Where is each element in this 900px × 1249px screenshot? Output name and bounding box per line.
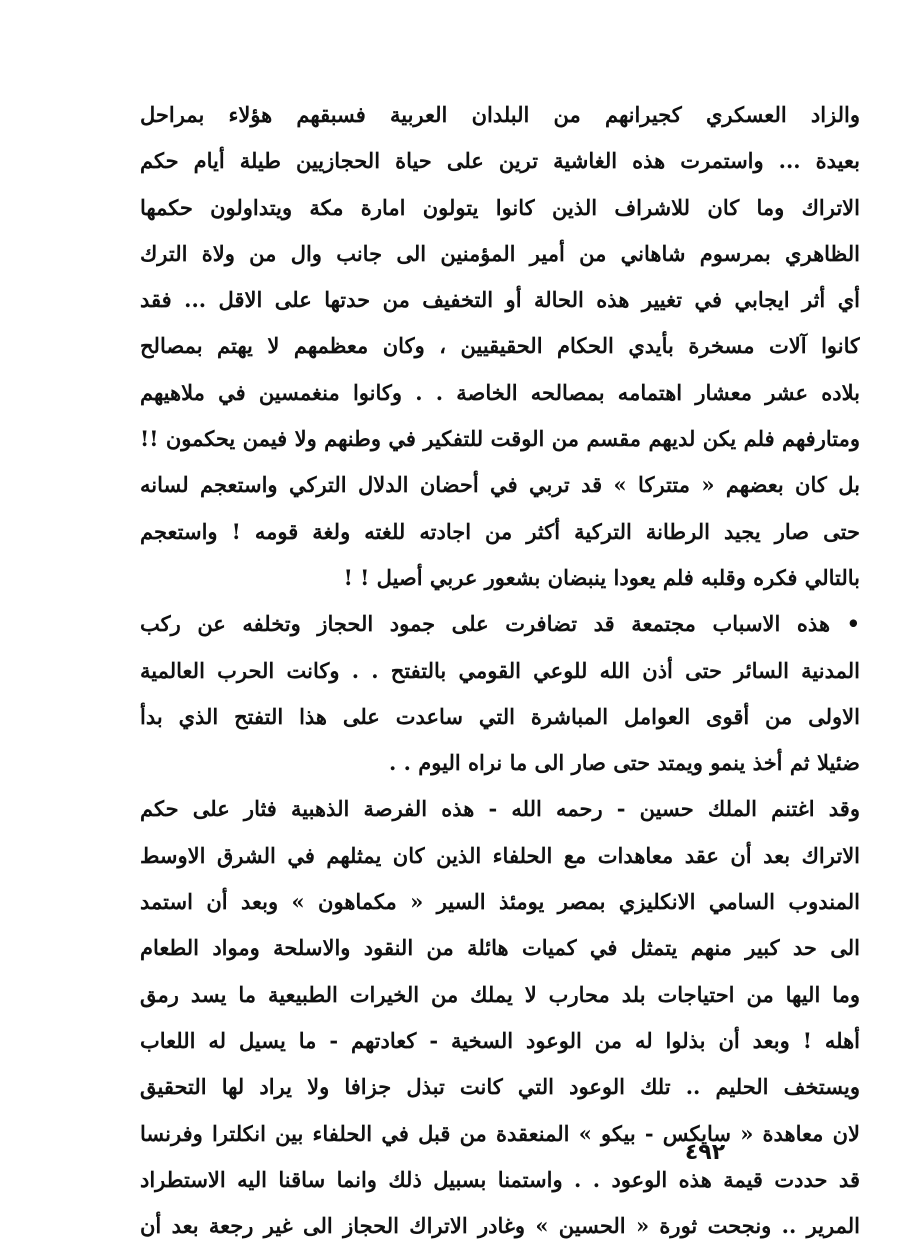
paragraph-end-line: بالتالي فكره وقلبه فلم يعودا ينبضان بشعور عربي أصيل ! ! xyxy=(343,564,860,590)
body-text xyxy=(140,92,860,1249)
text-line: أهله ! وبعد أن بذلوا له من الوعود السخية - كعادتهم - ما يسيل له اللعاب xyxy=(140,1027,860,1053)
paragraph-end-line: ضئيلا ثم أخذ ينمو ويمتد حتى صار الى ما نراه اليوم . . xyxy=(389,750,860,776)
text-line: والزاد العسكري كجيرانهم من البلدان العربية فسبقهم هؤلاء بمراحل xyxy=(140,102,860,127)
text-line: كانوا آلات مسخرة بأيدي الحكام الحقيقيين ، وكان معظمهم لا يهتم بمصالح xyxy=(140,333,860,359)
text-line: أي أثر ايجابي في تغيير هذه الحالة أو التخفيف من حدتها على الاقل ... فقد xyxy=(140,287,860,313)
text-line: لان معاهدة « سايكس - بيكو » المنعقدة من قبل في الحلفاء بين انكلترا وفرنسا xyxy=(140,1120,860,1146)
text-line: قد حددت قيمة هذه الوعود . . واستمنا بسبيل ذلك وانما ساقنا اليه الاستطراد xyxy=(140,1166,860,1192)
text-line: وما اليها من احتياجات بلد محارب لا يملك من الخيرات الطبيعية ما يسد رمق xyxy=(140,981,860,1007)
text-line: وقد اغتنم الملك حسين - رحمه الله - هذه الفرصة الذهبية فثار على حكم xyxy=(140,796,860,822)
text-line: ويستخف الحليم .. تلك الوعود التي كانت تبذل جزافا ولا يراد لها التحقيق xyxy=(140,1074,860,1100)
text-line: بعيدة ... واستمرت هذه الغاشية ترين على حياة الحجازيين طيلة أيام حكم xyxy=(140,148,860,174)
text-line: الاولى من أقوى العوامل المباشرة التي ساعدت على هذا التفتح الذي بدأ xyxy=(140,703,860,729)
text-line: الاتراك بعد أن عقد معاهدات مع الحلفاء الذين كان يمثلهم في الشرق الاوسط xyxy=(140,842,860,868)
text-line: المرير .. ونجحت ثورة « الحسين » وغادر الاتراك الحجاز الى غير رجعة بعد أن xyxy=(140,1213,860,1239)
page-number: ٤٩٢ xyxy=(684,1140,726,1165)
text-line: ومتارفهم فلم يكن لديهم مقسم من الوقت للتفكير في وطنهم ولا فيمن يحكمون !! xyxy=(140,426,860,452)
text-line: المندوب السامي الانكليزي بمصر يومئذ السير « مكماهون » وبعد أن استمد xyxy=(140,889,860,915)
text-line: المدنية السائر حتى أذن الله للوعي القومي بالتفتح . . وكانت الحرب العالمية xyxy=(140,657,860,683)
text-line: • هذه الاسباب مجتمعة قد تضافرت على جمود الحجاز وتخلفه عن ركب xyxy=(140,611,860,637)
text-line: الاتراك وما كان للاشراف الذين كانوا يتولون امارة مكة ويتداولون حكمها xyxy=(140,194,860,220)
text-line: حتى صار يجيد الرطانة التركية أكثر من اجادته للغته ولغة قومه ! واستعجم xyxy=(140,518,860,544)
text-line: الى حد كبير منهم يتمثل في كميات هائلة من النقود والاسلحة ومواد الطعام xyxy=(140,935,860,961)
text-line: بل كان بعضهم « متتركا » قد تربي في أحضان الدلال التركي واستعجم لسانه xyxy=(140,472,860,498)
text-line: بلاده عشر معشار اهتمامه بمصالحه الخاصة . . وكانوا منغمسين في ملاهيهم xyxy=(140,379,860,405)
text-line: الظاهري بمرسوم شاهاني من أمير المؤمنين الى جانب وال من ولاة الترك xyxy=(140,240,860,266)
